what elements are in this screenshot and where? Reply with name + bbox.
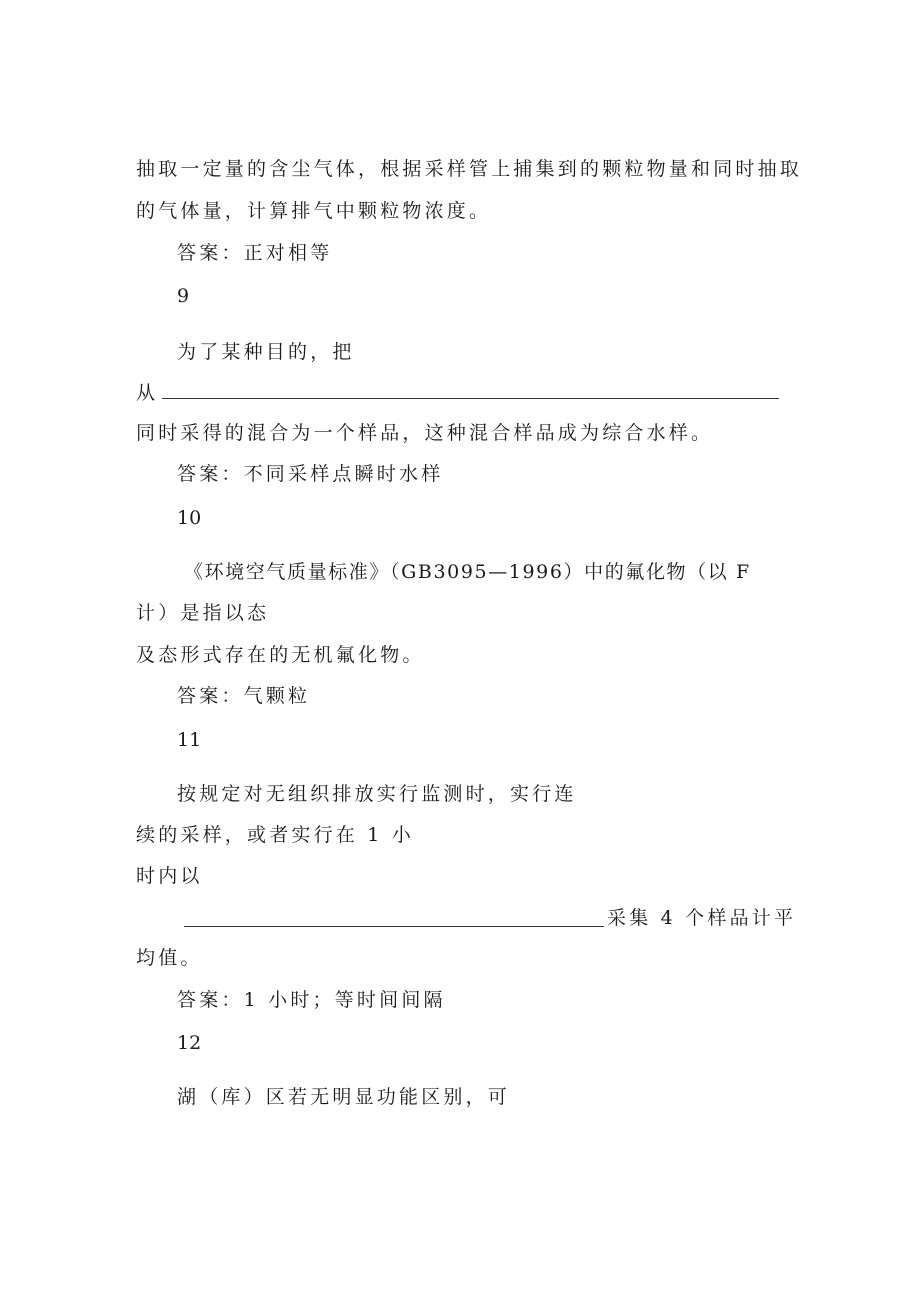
q11-fill-blank[interactable] (184, 926, 604, 927)
q10-text-line-1: 《环境空气质量标准》（GB3095—1996）中的氟化物（以 F (184, 561, 751, 583)
q9-text-line-1: 为了某种目的，把 (177, 341, 355, 363)
q11-text-line-1: 按规定对无组织排放实行监测时，实行连 (177, 783, 577, 805)
q9-number: 9 (177, 285, 190, 307)
q11-number: 11 (177, 729, 202, 751)
q8-answer: 答案：正对相等 (177, 242, 333, 264)
q9-blank-prefix: 从 (136, 382, 159, 404)
q12-number: 12 (177, 1032, 202, 1054)
q11-text-line-3: 时内以 (136, 865, 203, 887)
q10-answer: 答案：气颗粒 (177, 685, 311, 707)
q9-fill-blank[interactable] (162, 398, 779, 399)
q10-text-line-2: 计）是指以态 (136, 602, 270, 624)
q10-number: 10 (177, 507, 202, 529)
q11-text-line-2: 续的采样，或者实行在 1 小 (136, 824, 414, 846)
q10-text-line-3: 及态形式存在的无机氟化物。 (136, 644, 425, 666)
q8-text-line-2: 的气体量，计算排气中颗粒物浓度。 (136, 200, 492, 222)
q11-text-line-4: 采集 4 个样品计平 (607, 907, 797, 929)
q11-answer: 答案：1 小时；等时间间隔 (177, 989, 446, 1011)
q12-text-line-1: 湖（库）区若无明显功能区别，可 (177, 1086, 511, 1108)
q11-text-line-5: 均值。 (136, 947, 203, 969)
q9-text-line-3: 同时采得的混合为一个样品，这种混合样品成为综合水样。 (136, 422, 714, 444)
q8-text-line-1: 抽取一定量的含尘气体，根据采样管上捕集到的颗粒物量和同时抽取 (136, 158, 803, 180)
q9-answer: 答案：不同采样点瞬时水样 (177, 463, 444, 485)
